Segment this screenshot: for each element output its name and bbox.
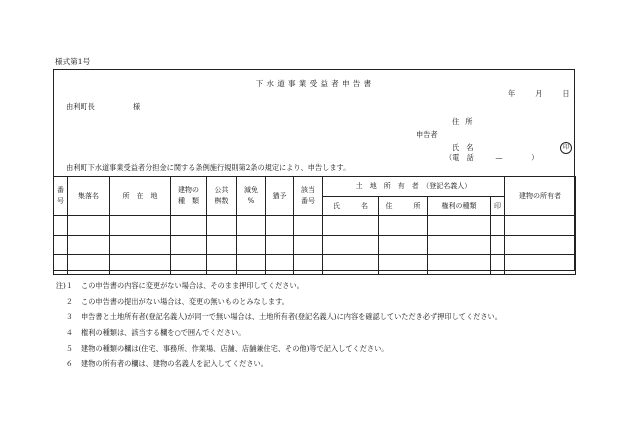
header-owner-address: 住 所 — [379, 197, 428, 216]
note-item — [55, 328, 502, 344]
note-number: ３ — [65, 312, 73, 322]
table-cell[interactable] — [379, 235, 428, 255]
applicant-label: 申告者 — [416, 130, 438, 139]
note-text: この申告書の提出がない場合は、変更の無いものとみなします。 — [81, 296, 289, 306]
table-cell[interactable] — [207, 255, 237, 275]
table-cell[interactable] — [237, 235, 266, 255]
table-cell[interactable] — [110, 235, 171, 255]
header-seal: 印 — [491, 197, 505, 216]
addressee-honorific: 様 — [133, 102, 141, 111]
applicant-name-label: 氏名 — [452, 143, 481, 152]
applicant-address-label: 住所 — [452, 117, 479, 126]
date-day-label: 日 — [562, 89, 570, 98]
table-cell[interactable] — [237, 255, 266, 275]
table-cell[interactable] — [54, 216, 68, 236]
table-cell[interactable] — [110, 216, 171, 236]
table-cell[interactable] — [171, 235, 207, 255]
table-cell[interactable] — [266, 255, 294, 275]
declaration-table — [53, 176, 576, 275]
note-number: ５ — [65, 343, 73, 353]
table-cell[interactable] — [207, 216, 237, 236]
table-cell[interactable] — [428, 216, 491, 236]
table-cell[interactable] — [491, 216, 505, 236]
table-cell[interactable] — [428, 235, 491, 255]
note-text: 建物の種類の欄は(住宅、事務所、作業場、店舗、店舗兼住宅、その他)等で記入してください。 — [81, 343, 389, 353]
table-cell[interactable] — [505, 235, 576, 255]
table-cell[interactable] — [110, 255, 171, 275]
table-cell[interactable] — [379, 255, 428, 275]
table-cell[interactable] — [294, 235, 323, 255]
table-cell[interactable] — [68, 255, 110, 275]
table-cell[interactable] — [323, 235, 379, 255]
form-number-label: 様式第1号 — [55, 57, 91, 66]
table-cell[interactable] — [294, 216, 323, 236]
date-year-label: 年 — [508, 89, 516, 98]
table-cell[interactable] — [207, 235, 237, 255]
note-text: 権利の種類は、該当する欄を○で囲んでください。 — [81, 328, 246, 338]
applicant-phone-line: （電 話 — ） — [445, 153, 539, 162]
note-text: 建物の所有者の欄は、建物の名義人を記入してください。 — [81, 359, 268, 369]
note-number: ６ — [65, 359, 73, 369]
header-owner-name: 氏 名 — [323, 197, 379, 216]
header-number: 番 号 — [54, 177, 68, 216]
seal-mark: 印 — [560, 142, 572, 154]
note-item — [55, 281, 502, 297]
table-row — [54, 255, 576, 275]
addressee-name: 由利町長 — [66, 102, 95, 111]
note-item — [55, 297, 502, 313]
header-settlement: 集落名 — [68, 177, 110, 216]
table-cell[interactable] — [294, 255, 323, 275]
table-cell[interactable] — [428, 255, 491, 275]
header-building-owner: 建物の所有者 — [505, 177, 576, 216]
table-cell[interactable] — [505, 216, 576, 236]
header-public-count: 公共 桝数 — [207, 177, 237, 216]
note-text: 申告書と土地所有者(登記名義人)が同一で無い場合は、土地所有者(登記名義人)に内容を確認していただき必ず押印してください。 — [81, 312, 502, 322]
table-cell[interactable] — [68, 216, 110, 236]
declaration-statement: 由利町下水道事業受益者分担金に関する条例施行規則第2条の規定により、申告します。 — [66, 163, 351, 172]
table-row — [54, 216, 576, 236]
note-text: この申告書の内容に変更がない場合は、そのまま押印してください。 — [81, 281, 304, 290]
table-cell[interactable] — [266, 216, 294, 236]
note-item — [55, 359, 502, 375]
table-cell[interactable] — [491, 255, 505, 275]
header-landowner-group: 土 地 所 有 者 （登記名義人） — [323, 177, 505, 197]
table-row — [54, 235, 576, 255]
note-number: ２ — [65, 296, 73, 306]
table-cell[interactable] — [266, 235, 294, 255]
note-item — [55, 344, 502, 360]
header-reduction: 減免 % — [237, 177, 266, 216]
header-building-type: 建物の 種 類 — [171, 177, 207, 216]
table-cell[interactable] — [171, 216, 207, 236]
table-cell[interactable] — [68, 235, 110, 255]
header-grace: 猶予 — [266, 177, 294, 216]
note-item — [55, 312, 502, 328]
table-cell[interactable] — [323, 255, 379, 275]
header-right-type: 権利の種類 — [428, 197, 491, 216]
table-cell[interactable] — [54, 235, 68, 255]
note-number: ４ — [65, 328, 73, 338]
table-cell[interactable] — [505, 255, 576, 275]
table-cell[interactable] — [491, 235, 505, 255]
table-cell[interactable] — [323, 216, 379, 236]
notes-section — [55, 281, 502, 375]
header-applicable-number: 該当 番号 — [294, 177, 323, 216]
table-cell[interactable] — [237, 216, 266, 236]
table-cell[interactable] — [379, 216, 428, 236]
document-title: 下水道事業受益者申告書 — [255, 79, 375, 88]
date-month-label: 月 — [535, 89, 543, 98]
note-number: 注)１ — [55, 281, 73, 290]
table-cell[interactable] — [54, 255, 68, 275]
header-location: 所 在 地 — [110, 177, 171, 216]
date-line — [508, 90, 570, 97]
table-cell[interactable] — [171, 255, 207, 275]
